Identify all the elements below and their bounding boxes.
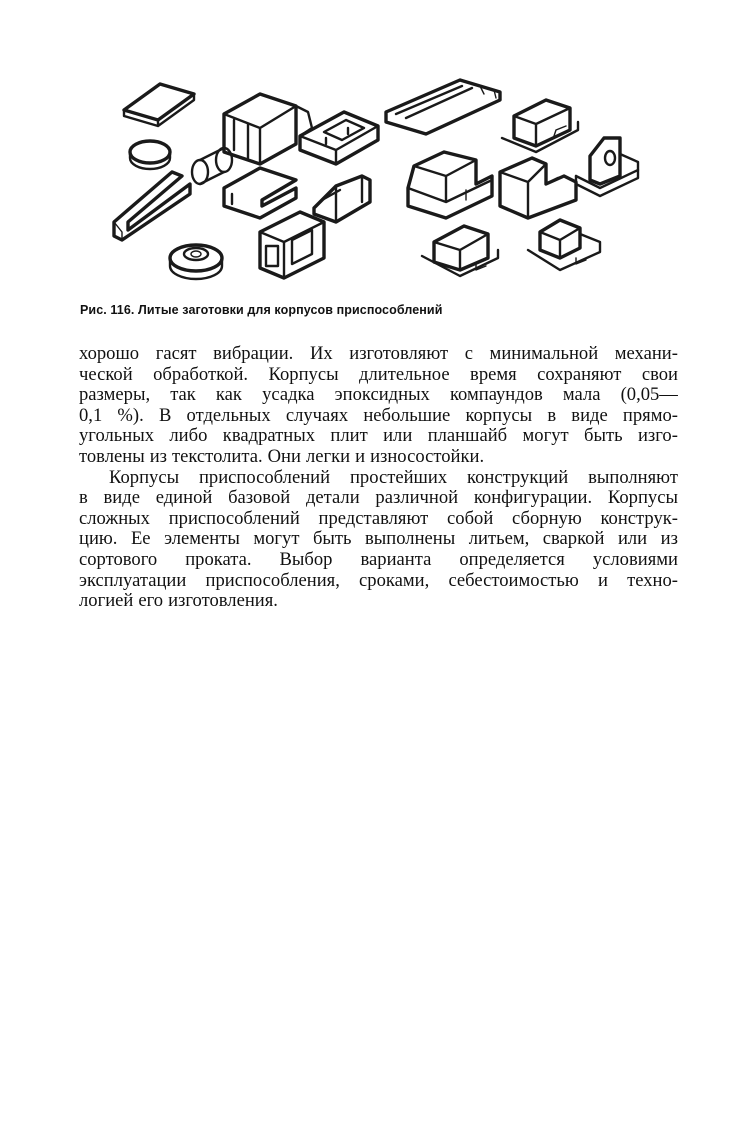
word: 0,1 xyxy=(79,404,103,426)
body-text xyxy=(79,344,678,612)
word: угольных xyxy=(79,425,155,447)
word: ческой xyxy=(79,363,133,385)
word: выполняют xyxy=(588,466,678,488)
word: мала xyxy=(562,384,601,406)
rail-plate-blank xyxy=(386,80,500,134)
word: гасят xyxy=(155,343,197,364)
word: конструк- xyxy=(600,507,678,529)
windowed-box-blank xyxy=(260,212,324,278)
word: эпоксидных xyxy=(334,384,430,406)
flange-disc-blank xyxy=(170,245,222,279)
block-on-plate-blank xyxy=(502,100,578,152)
word: Корпусы xyxy=(607,487,678,509)
word: Их xyxy=(309,343,333,364)
word: обработкой. xyxy=(153,363,249,385)
word: сборную xyxy=(512,507,582,529)
word: представляют xyxy=(318,507,429,529)
text-line xyxy=(79,509,678,530)
paragraph-1 xyxy=(79,344,678,468)
word: либо xyxy=(169,425,208,447)
upright-bore-blank xyxy=(576,138,638,196)
word: приспособлений xyxy=(168,507,300,529)
word: виде xyxy=(103,487,140,509)
word: приспособлений xyxy=(198,466,331,488)
text-line xyxy=(79,550,678,571)
text-line xyxy=(79,488,678,509)
word: как xyxy=(215,384,242,406)
word: свои xyxy=(641,363,678,385)
word: сваркой xyxy=(542,528,605,550)
word: Корпусы xyxy=(109,466,180,488)
word: или xyxy=(383,425,413,447)
disc-blank xyxy=(130,141,170,169)
word: условиями xyxy=(592,548,678,570)
word: себестоимостью xyxy=(448,569,579,591)
word: цию. xyxy=(79,528,118,550)
word: конфигурации. xyxy=(473,487,593,509)
corner-bracket-blank xyxy=(314,176,370,222)
lower-block-blank xyxy=(422,226,498,276)
word: приспособления, xyxy=(205,569,340,591)
figure-caption: Рис. 116. Литые заготовки для корпусов приспособлений xyxy=(80,303,443,317)
slotted-bracket-blank xyxy=(300,112,378,164)
word: и xyxy=(597,569,608,591)
word: квадратных xyxy=(222,425,316,447)
word: изготовления. xyxy=(168,590,278,612)
word: в xyxy=(79,487,88,509)
word: собой xyxy=(447,507,494,529)
word: детали xyxy=(305,487,360,509)
word: планшайб xyxy=(427,425,508,447)
word: текстолита. xyxy=(171,445,263,467)
stepped-block-blank xyxy=(408,152,492,218)
word: минимальной xyxy=(489,343,599,364)
text-line xyxy=(79,529,678,550)
word: отдельных xyxy=(186,404,271,426)
text-line xyxy=(79,591,678,612)
word: хорошо xyxy=(79,343,140,364)
word: время xyxy=(470,363,517,385)
word: быть xyxy=(312,528,352,550)
lower-right-block-blank xyxy=(528,220,600,270)
word: сортового xyxy=(79,548,158,570)
word: простейших xyxy=(349,466,448,488)
word: вибрации. xyxy=(213,343,294,364)
word: могут xyxy=(253,528,300,550)
word: различной xyxy=(375,487,459,509)
figure-cast-blanks xyxy=(100,72,652,290)
word: компаундов xyxy=(449,384,543,406)
v-block-blank xyxy=(500,158,576,218)
word: корпусы xyxy=(465,404,533,426)
text-line xyxy=(79,344,678,365)
word: эксплуатации xyxy=(79,569,187,591)
word: (0,05— xyxy=(620,384,678,406)
word: сложных xyxy=(79,507,150,529)
word: техно- xyxy=(627,569,678,591)
word: логией xyxy=(79,590,134,612)
text-line xyxy=(79,426,678,447)
flat-plate-blank xyxy=(124,84,194,126)
word: случаях xyxy=(285,404,349,426)
word: Корпусы xyxy=(268,363,339,385)
cast-blanks-illustration xyxy=(100,72,652,290)
angle-blank xyxy=(114,172,190,240)
word: сохраняют xyxy=(537,363,622,385)
word: В xyxy=(158,404,172,426)
text-line xyxy=(79,365,678,386)
word: так xyxy=(170,384,196,406)
word: размеры, xyxy=(79,384,151,406)
word: могут xyxy=(522,425,569,447)
text-line xyxy=(79,406,678,427)
word: сроками, xyxy=(359,569,430,591)
word: единой xyxy=(155,487,213,509)
word: виде xyxy=(571,404,608,426)
word: быть xyxy=(584,425,623,447)
text-line xyxy=(79,468,678,489)
paragraph-2 xyxy=(79,468,678,612)
text-line xyxy=(79,385,678,406)
word: изго- xyxy=(637,425,678,447)
word: усадка xyxy=(262,384,315,406)
word: с xyxy=(464,343,473,364)
word: Ее xyxy=(130,528,151,550)
word: базовой xyxy=(228,487,291,509)
word: или xyxy=(617,528,648,550)
word: конструкций xyxy=(467,466,569,488)
word: Они xyxy=(267,445,301,467)
word: плит xyxy=(330,425,368,447)
word: его xyxy=(138,590,164,612)
word: легки xyxy=(305,445,351,467)
word: из xyxy=(149,445,167,467)
word: литьем, xyxy=(468,528,530,550)
text-line xyxy=(79,571,678,592)
word: механи- xyxy=(614,343,678,364)
word: определяется xyxy=(459,548,565,570)
text-line xyxy=(79,447,678,468)
word: элементы xyxy=(164,528,240,550)
word: длительное xyxy=(359,363,450,385)
word: товлены xyxy=(79,445,145,467)
word: износостойки. xyxy=(370,445,485,467)
word: варианта xyxy=(360,548,432,570)
word: %). xyxy=(117,404,144,426)
word: из xyxy=(660,528,678,550)
word: изготовляют xyxy=(349,343,449,364)
word: выполнены xyxy=(365,528,456,550)
word: проката. xyxy=(185,548,252,570)
box-frame-blank xyxy=(224,94,312,164)
word: Выбор xyxy=(279,548,333,570)
word: и xyxy=(355,445,366,467)
word: в xyxy=(547,404,557,426)
word: прямо- xyxy=(622,404,678,426)
channel-blank xyxy=(224,168,296,218)
word: небольшие xyxy=(363,404,451,426)
